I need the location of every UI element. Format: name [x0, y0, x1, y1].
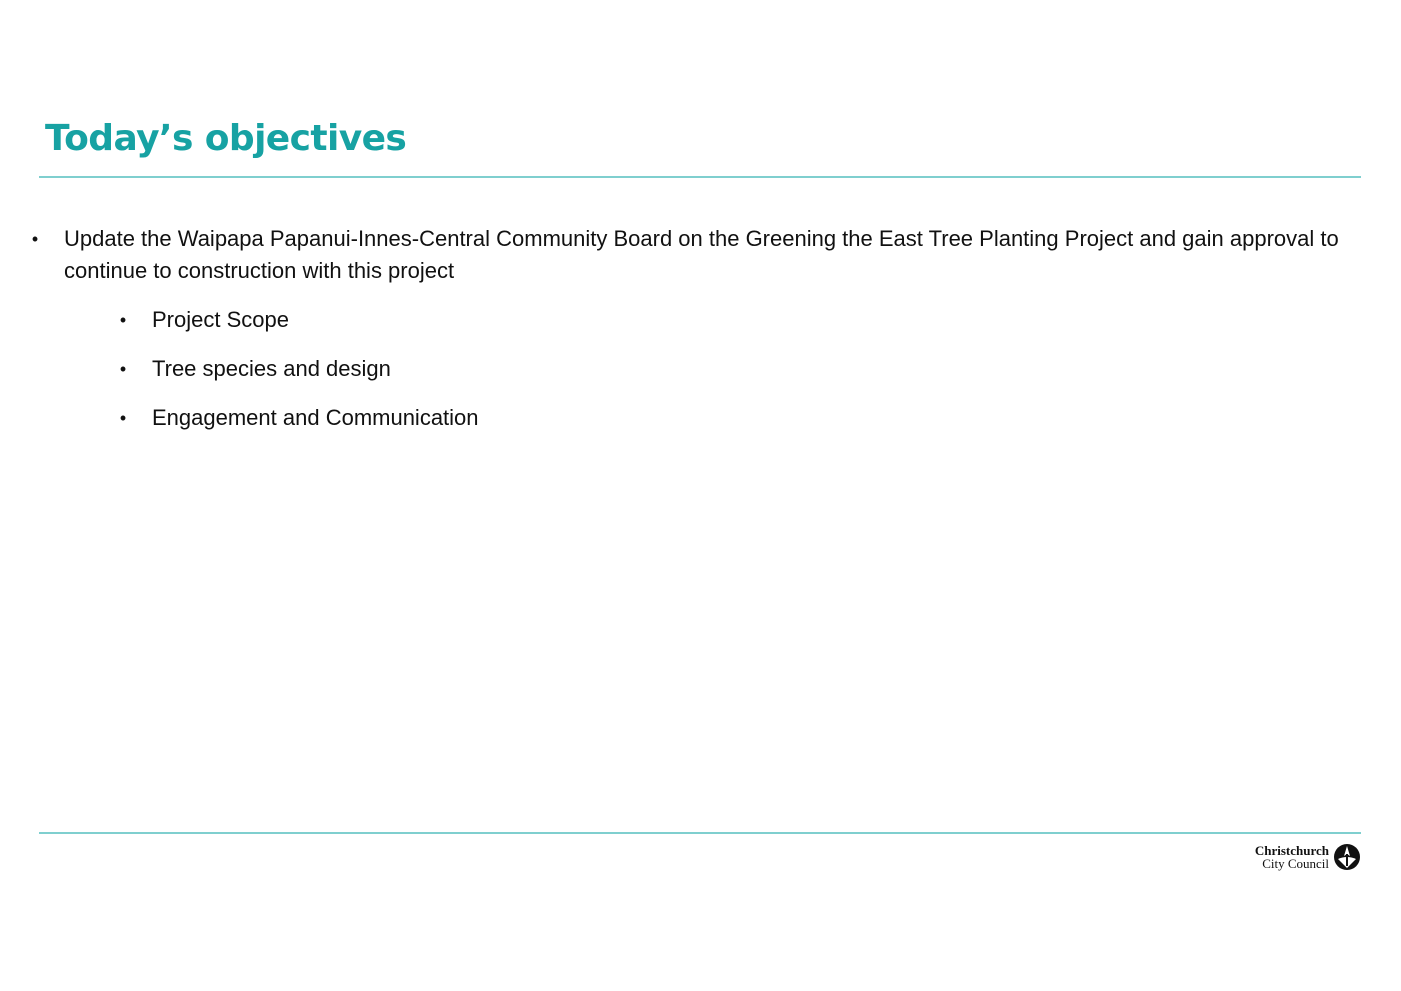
- bullet-icon: •: [119, 310, 127, 330]
- sub-item-text: Tree species and design: [152, 356, 391, 381]
- council-logo: [1255, 843, 1361, 871]
- objective-main-text: Update the Waipapa Papanui-Innes-Central Community Board on the Greening the East Tree Planting Project and gain approval to continue to construction with this project: [64, 226, 1339, 283]
- cathedral-icon: [1333, 843, 1361, 871]
- objective-main: [28, 223, 1348, 434]
- logo-line2: City Council: [1262, 856, 1329, 871]
- list-item: [64, 402, 1348, 434]
- bullet-icon: •: [119, 359, 127, 379]
- objective-sub-list: [64, 304, 1348, 434]
- list-item: [64, 304, 1348, 336]
- logo-text: [1255, 844, 1329, 870]
- list-item: [64, 353, 1348, 385]
- objectives-list: [28, 223, 1348, 451]
- footer-divider: [39, 832, 1361, 834]
- sub-item-text: Project Scope: [152, 307, 289, 332]
- slide-title: Today’s objectives: [45, 118, 407, 159]
- logo-line1: Christchurch: [1254, 843, 1329, 858]
- bullet-icon: •: [119, 408, 127, 428]
- sub-item-text: Engagement and Communication: [152, 405, 479, 430]
- bullet-icon: •: [31, 229, 39, 249]
- title-divider: [39, 176, 1361, 178]
